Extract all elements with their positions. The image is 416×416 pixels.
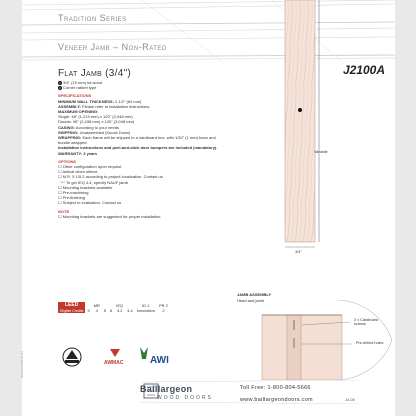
option-text: To get IEQ 4.4, specify NAUF jamb	[65, 179, 128, 185]
leed-col-id: ID 1	[142, 302, 150, 308]
leed-col-mr: MR	[93, 302, 100, 308]
svg-text:AWMAC: AWMAC	[104, 360, 124, 366]
spec-max-single: Single: 48" (1,219 mm) x 120" (3,048 mm)	[58, 114, 133, 120]
leed-col-ieq: IEQ	[116, 302, 124, 308]
leed-val: 6	[110, 308, 113, 313]
spec-label: WRAPPING:	[58, 135, 82, 141]
header-lines	[22, 0, 395, 62]
option-text: Pre-machining	[62, 190, 89, 196]
option-item: ☐ Mounting brackets available	[58, 184, 113, 190]
note-item: ☐ Mounting brackets are suggested for proper installation.	[58, 213, 162, 219]
install-note-text: Installation instructions and peel-and-stick door bumpers are included (mandatory).	[58, 145, 218, 151]
product-title: Flat Jamb (3/4")	[58, 68, 132, 79]
spec-sheet-page	[22, 0, 395, 416]
spec-value: According to your needs	[75, 124, 119, 130]
option-item: ☐ Pre-machining	[58, 190, 89, 196]
leed-val: 4	[95, 308, 98, 313]
leed-col-pr: PR 2	[158, 302, 168, 308]
option-item: ☐ Other configuration upon request	[58, 164, 122, 170]
page-number: J4-00	[345, 397, 356, 402]
spec-value: Please refer to installation instructions	[82, 103, 150, 109]
spec-max-double: Double: 96" (2,438 mm) x 120" (3,048 mm)	[58, 119, 135, 125]
brand-subtitle: WOOD DOORS	[157, 395, 213, 401]
page-header	[22, 0, 395, 62]
jamb-assembly-subtitle: Head and jamb	[237, 298, 265, 303]
spec-column	[58, 80, 308, 219]
warranty	[58, 151, 308, 156]
bullet-text: Corner rabbet type	[63, 85, 97, 91]
series-subtitle: Veneer Jamb – Non-Rated	[58, 42, 167, 52]
option-text: Astical when sleeve	[62, 169, 98, 175]
specifications-heading: SPECIFICATIONS	[58, 93, 92, 99]
leed-val: 3	[87, 308, 90, 313]
option-text: Pre-finishing	[62, 195, 85, 201]
bullet-item	[58, 85, 308, 90]
awmac-logo-icon	[104, 349, 124, 366]
height-dimension-label: Variable	[314, 150, 328, 154]
bullet-number: 2	[59, 86, 61, 91]
website-link[interactable]: www.baillargeondoors.com	[240, 397, 313, 403]
option-item: *** To get IEQ 4.4, specify NAUF jamb	[60, 179, 128, 185]
spec-label: ASSEMBLY:	[58, 103, 81, 109]
bullet-number: 1	[59, 80, 61, 85]
option-item: ☐ Pre-finishing	[58, 195, 85, 201]
option-item: ☐ Astical when sleeve	[58, 169, 98, 175]
svg-text:AWI: AWI	[150, 355, 169, 366]
spec-wrapping	[58, 135, 228, 145]
toll-free-number: Toll Free: 1-800-804-5666	[240, 385, 311, 391]
leed-val: 5	[103, 308, 107, 313]
warranty-text: WARRANTY: 3 years	[58, 150, 98, 156]
product-code: J2100A	[342, 63, 385, 77]
leed-sublabel: Eligible Credits	[60, 308, 84, 313]
jamb-elevation-drawing	[283, 0, 337, 300]
leed-val: 4.2	[116, 308, 123, 313]
option-text: M.R. 5 1/5.2 according to project localization. Contact us	[62, 174, 163, 180]
awi-logo-icon	[140, 347, 169, 366]
leed-val: innovation	[136, 308, 155, 313]
options-heading: OPTIONS	[58, 158, 77, 164]
option-text: Mounting brackets available	[62, 184, 113, 190]
spec-label: SHIPPING:	[58, 129, 79, 135]
certification-logos	[62, 345, 232, 369]
leed-val: 2	[162, 308, 165, 313]
width-dimension-label: 3/4"	[295, 250, 302, 254]
spec-value: Each frame will be shipped in a cardboard box, with 1/32" (1 mm) foam and bundle wrapped.	[58, 135, 216, 146]
spec-label: CASING:	[58, 124, 75, 130]
option-text: Other configuration upon request	[62, 164, 122, 170]
leed-table	[58, 302, 170, 313]
leed-val: 4.4	[127, 308, 133, 313]
series-title: Tradition Series	[58, 13, 127, 23]
spec-value: Unassembled (Knock Down)	[79, 129, 131, 135]
predrilled-label: Pre-drilled holes	[356, 341, 384, 345]
option-item: ☐ Subject to evaluation. Contact us	[58, 200, 122, 206]
callout-1-icon	[298, 108, 302, 112]
option-text: Subject to evaluation. Contact us	[62, 200, 122, 206]
note-text: Mounting brackets are suggested for proper installation.	[62, 213, 162, 219]
jamb-assembly-title: JAMB ASSEMBLY	[237, 292, 272, 297]
note-heading: NOTE	[58, 208, 70, 214]
spec-value: 2 1/2" (64 mm)	[115, 98, 142, 104]
screws-label: 2 x Cardboard screws	[354, 318, 379, 326]
spec-label: MAXIMUM OPENING:	[58, 109, 99, 115]
spec-label: MINIMUM WALL THICKNESS:	[58, 98, 114, 104]
leed-label: LEED	[58, 302, 85, 308]
revision-note: Revised 2020-01-01	[20, 350, 24, 378]
option-item: ☐ M.R. 5 1/5.2 according to project localization. Contact us	[58, 174, 163, 180]
brand-name: Baillargeon	[140, 384, 193, 394]
fsc-logo-icon	[63, 348, 81, 366]
bullet-text: 3/4" (19 mm) kd wood	[63, 80, 102, 85]
jamb-assembly-detail	[232, 300, 392, 380]
